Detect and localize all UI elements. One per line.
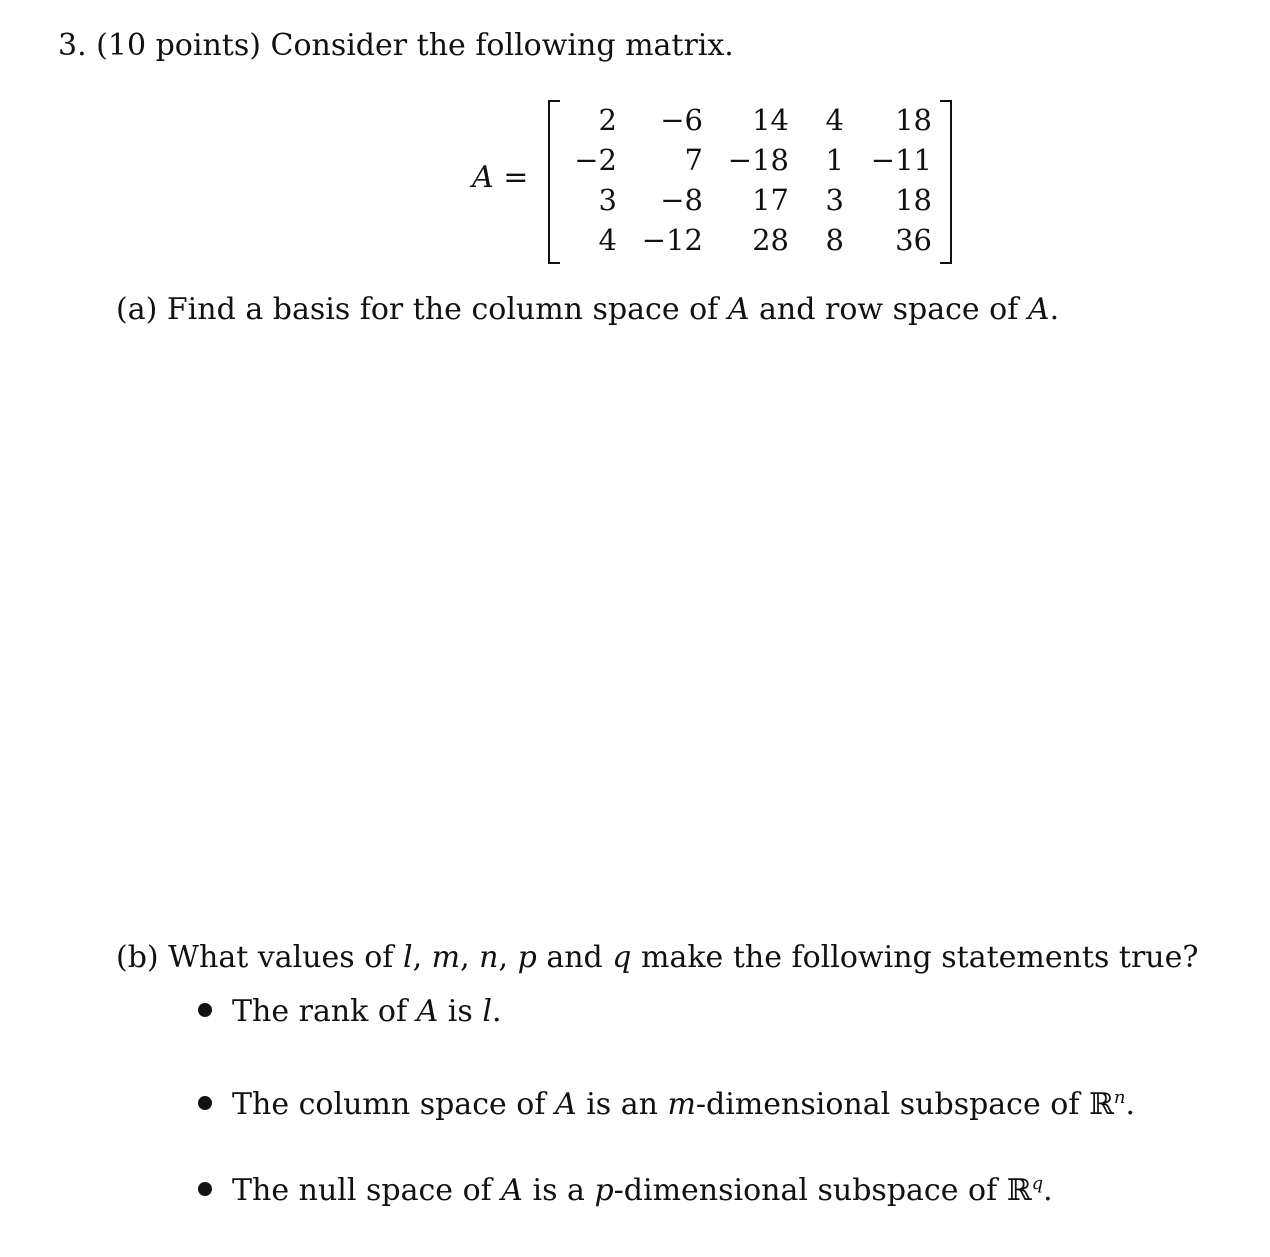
matrix-cell: −11 xyxy=(870,143,932,177)
matrix-cell: 8 xyxy=(825,223,844,257)
matrix-cell: 3 xyxy=(825,183,844,217)
matrix-cell: 17 xyxy=(752,183,789,217)
bullet-dot xyxy=(198,1003,212,1017)
matrix-cell: −6 xyxy=(660,103,703,137)
question-number: 3. xyxy=(58,28,87,63)
matrix-cell: −2 xyxy=(574,143,617,177)
part-b-label: (b) xyxy=(116,940,159,975)
question-header xyxy=(58,28,734,64)
matrix-left-bracket xyxy=(548,100,560,264)
matrix-label: A = xyxy=(472,160,529,195)
matrix-cell: 18 xyxy=(895,103,932,137)
matrix-cell: −8 xyxy=(660,183,703,217)
matrix-cell: 3 xyxy=(598,183,617,217)
part-a-prompt: (a) Find a basis for the column space of A and row space of A. xyxy=(116,292,1060,327)
matrix-cell: 14 xyxy=(752,103,789,137)
matrix-cell: 7 xyxy=(684,143,703,177)
question-intro: Consider the following matrix. xyxy=(270,28,734,63)
question-points: (10 points) xyxy=(96,28,261,63)
matrix-row xyxy=(560,140,932,180)
bullet-null-space: The null space of A is a p-dimensional subspace of ℝ$^q$. xyxy=(198,1166,1053,1209)
matrix-cell: 4 xyxy=(598,223,617,257)
part-b-prompt: (b) What values of l, m, n, p and q make the following statements true? xyxy=(116,940,1199,975)
part-a-label: (a) xyxy=(116,292,158,327)
matrix-cell: 18 xyxy=(895,183,932,217)
bullet-dot xyxy=(198,1096,212,1110)
matrix-row xyxy=(560,220,932,260)
matrix-A xyxy=(560,100,932,260)
bullet-column-space: The column space of A is an m-dimensional subspace of ℝ$^n$. xyxy=(198,1080,1135,1123)
matrix-row xyxy=(560,100,932,140)
bullet-rank: The rank of A is l. xyxy=(198,994,501,1030)
matrix-cell: 4 xyxy=(825,103,844,137)
matrix-cell: 28 xyxy=(752,223,789,257)
matrix-row xyxy=(560,180,932,220)
matrix-right-bracket xyxy=(940,100,952,264)
matrix-cell: 2 xyxy=(598,103,617,137)
matrix-cell: −12 xyxy=(641,223,703,257)
matrix-cell: 1 xyxy=(825,143,844,177)
matrix-cell: −18 xyxy=(727,143,789,177)
matrix-cell: 36 xyxy=(895,223,932,257)
bullet-dot xyxy=(198,1182,212,1196)
